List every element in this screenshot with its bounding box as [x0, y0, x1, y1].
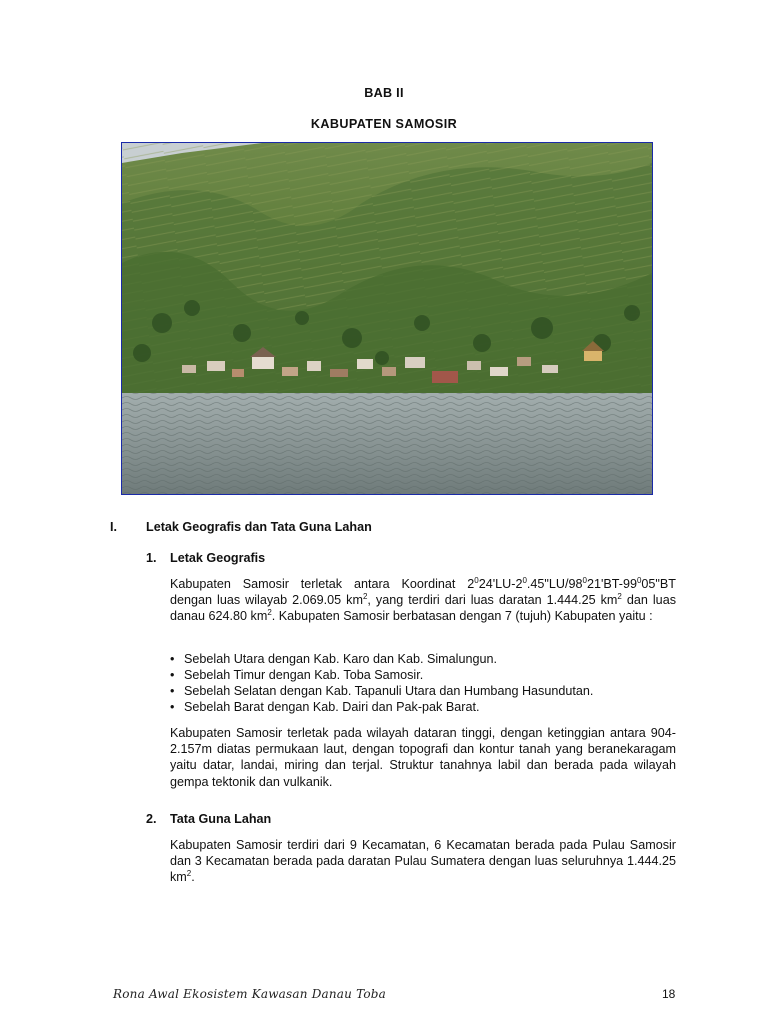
subsection-number: 2. — [146, 812, 157, 826]
list-item: • Sebelah Utara dengan Kab. Karo dan Kab. Simalungun. — [170, 652, 497, 666]
chapter-heading: BAB II — [364, 86, 404, 100]
topography-paragraph: Kabupaten Samosir terletak pada wilayah dataran tinggi, dengan ketinggian antara 904-2.157m diatas permukaan laut, dengan topografi dan kontur tanah yang beranekaragam yaitu datar, landai, miring dan terjal. Struktur tanahnya labil dan berada pada wilayah gempa tektonik dan vulkanik. — [170, 726, 676, 789]
footer-document-title: Rona Awal Ekosistem Kawasan Danau Toba — [113, 987, 387, 1001]
list-item: • Sebelah Timur dengan Kab. Toba Samosir. — [170, 668, 424, 682]
section-title: Letak Geografis dan Tata Guna Lahan — [146, 520, 372, 534]
subsection-heading-geography — [146, 551, 265, 565]
land-use-paragraph: Kabupaten Samosir terdiri dari 9 Kecamatan, 6 Kecamatan berada pada Pulau Samosir dan 3 Kecamatan berada pada daratan Pulau Sumatera dengan luas seluruhnya 1.444.25 $km^2$. — [170, 838, 676, 885]
lake-village-photo — [121, 142, 653, 495]
subsection-heading-land-use — [146, 812, 271, 826]
border-list — [170, 651, 676, 715]
subsection-title: Tata Guna Lahan — [170, 812, 272, 826]
hillside-lake-illustration — [122, 143, 652, 494]
section-number: I. — [110, 520, 117, 534]
subsection-number: 1. — [146, 551, 157, 565]
regency-heading: KABUPATEN SAMOSIR — [310, 117, 458, 131]
subsection-title: Letak Geografis — [170, 551, 266, 565]
list-item: • Sebelah Selatan dengan Kab. Tapanuli Utara dan Humbang Hasundutan. — [170, 684, 594, 698]
page-number: 18 — [662, 987, 676, 1001]
geography-paragraph: Kabupaten Samosir terletak antara Koordinat $2^024'LU-2^0.45"LU/98^021'BT-99^005"BT$ dengan luas wilayab 2.069.05 $km^2$, yang terdiri dari luas daratan 1.444.25 $km^2$ dan luas danau 624.80 $km^2$. Kabupaten Samosir berbatasan dengan 7 (tujuh) Kabupaten yaitu : — [170, 576, 676, 624]
list-item: • Sebelah Barat dengan Kab. Dairi dan Pak-pak Barat. — [170, 700, 480, 714]
